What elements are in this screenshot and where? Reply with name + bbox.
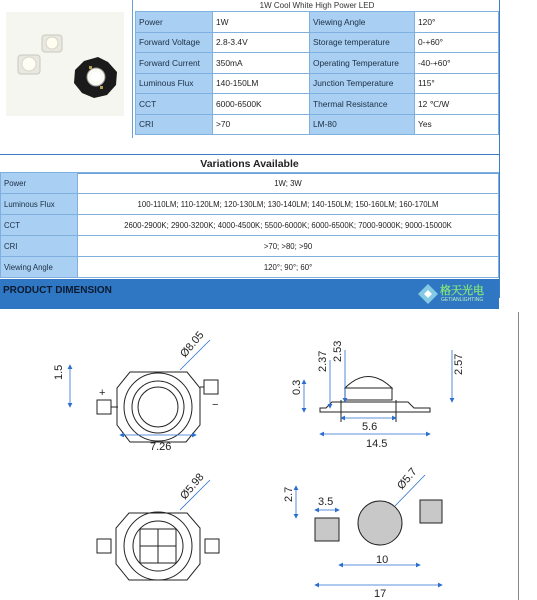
spec-key: CRI (136, 114, 213, 135)
spec-value: 120° (415, 12, 499, 33)
variation-value: 120°; 90°; 60° (78, 257, 499, 278)
spec-value: 6000-6500K (213, 94, 310, 115)
dim-height-253: 2.53 (332, 340, 344, 362)
variation-value: >70; >80; >90 (78, 236, 499, 257)
variations-table (0, 172, 499, 278)
spec-key: Thermal Resistance (310, 94, 415, 115)
variation-row (1, 236, 499, 257)
logo-subtext: GETIANLIGHTING (441, 297, 484, 303)
spec-value: >70 (213, 114, 310, 135)
spec-key: CCT (136, 94, 213, 115)
variation-key: CRI (1, 236, 78, 257)
dim-width-56: 5.6 (362, 421, 378, 433)
spec-value: 350mA (213, 53, 310, 74)
spec-key: Forward Voltage (136, 32, 213, 53)
spec-value: 2.8-3.4V (213, 32, 310, 53)
spec-row (136, 12, 499, 33)
spec-key: Storage temperature (310, 32, 415, 53)
led-bottom-view (97, 512, 219, 580)
right-border (499, 0, 500, 298)
spec-key: Luminous Flux (136, 73, 213, 94)
dim-pad-spacing: 10 (376, 554, 389, 566)
spec-title: 1W Cool White High Power LED (135, 0, 499, 12)
spec-value: 12 ℃/W (415, 94, 499, 115)
spec-key: Viewing Angle (310, 12, 415, 33)
variations-title: Variations Available (0, 154, 499, 174)
logo-text: 格天光电 (440, 285, 484, 297)
dim-total-width: 17 (374, 588, 387, 600)
dim-outer-diameter: Ø8.05 (178, 329, 207, 360)
dim-height-237: 2.37 (317, 350, 329, 372)
spec-value: Yes (415, 114, 499, 135)
variation-key: Luminous Flux (1, 194, 78, 215)
spec-row (136, 94, 499, 115)
section-title: PRODUCT DIMENSION (3, 285, 112, 296)
minus-sign: − (212, 399, 219, 411)
variation-key: CCT (1, 215, 78, 236)
spec-key: Power (136, 12, 213, 33)
spec-row (136, 53, 499, 74)
variation-row (1, 257, 499, 278)
plus-sign: + (99, 387, 106, 399)
variation-value: 2600-2900K; 2900-3200K; 4000-4500K; 5500-6000K; 6000-6500K; 7000-9000K; 9000-15000K (78, 215, 499, 236)
spec-row (136, 73, 499, 94)
spec-row (136, 32, 499, 53)
variation-value: 1W; 3W (78, 173, 499, 194)
variation-value: 100-110LM; 110-120LM; 120-130LM; 130-140LM; 140-150LM; 150-160LM; 160-170LM (78, 194, 499, 215)
spec-value: -40-+60° (415, 53, 499, 74)
dim-base-thickness: 0.3 (291, 379, 303, 395)
variation-key: Power (1, 173, 78, 194)
dim-height-257: 2.57 (453, 353, 465, 375)
dim-width-1: 7.26 (150, 441, 172, 453)
spec-row (136, 114, 499, 135)
dim-width-145: 14.5 (366, 438, 388, 450)
variation-row (1, 215, 499, 236)
dim-center-diameter: Ø5.7 (395, 465, 420, 492)
spec-key: LM-80 (310, 114, 415, 135)
dim-pad-height: 2.7 (283, 486, 295, 502)
spec-key: Operating Temperature (310, 53, 415, 74)
variation-row (1, 194, 499, 215)
led-top-view (97, 372, 218, 442)
dim-pad-width: 3.5 (318, 496, 334, 508)
variation-row (1, 173, 499, 194)
spec-value: 115° (415, 73, 499, 94)
variation-key: Viewing Angle (1, 257, 78, 278)
spec-value: 1W (213, 12, 310, 33)
spec-key: Forward Current (136, 53, 213, 74)
spec-value: 0-+60° (415, 32, 499, 53)
spec-key: Junction Temperature (310, 73, 415, 94)
led-side-view (320, 377, 430, 423)
led-image (0, 0, 132, 138)
led-photo (0, 0, 133, 138)
spec-value: 140-150LM (213, 73, 310, 94)
spec-table (135, 11, 499, 135)
dim-height-1: 1.5 (53, 364, 65, 380)
dim-inner-diameter: Ø5.98 (178, 471, 207, 502)
dimension-drawings (0, 310, 537, 600)
pad-layout (315, 500, 442, 545)
